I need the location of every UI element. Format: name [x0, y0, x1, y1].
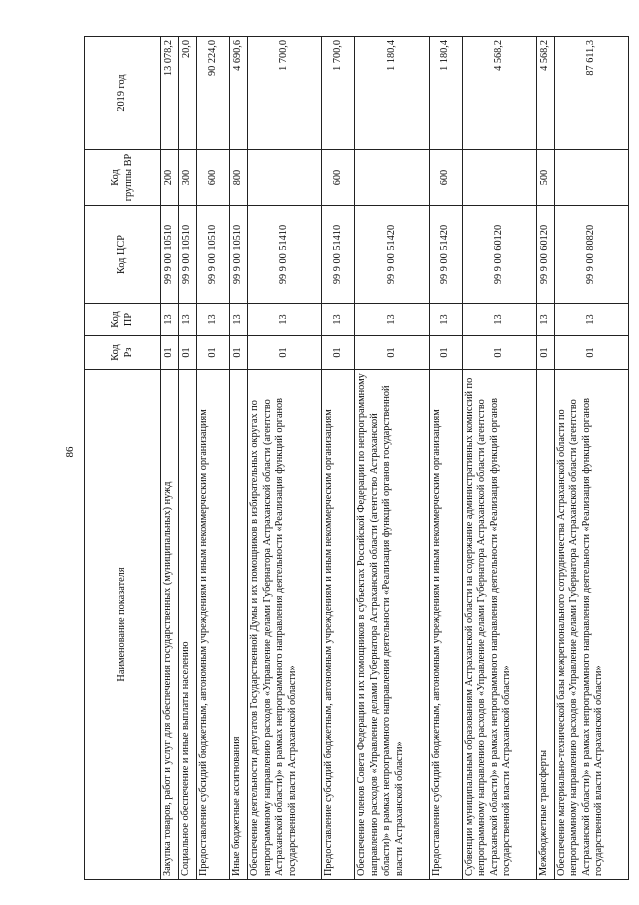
table-container: [84, 37, 629, 880]
row-value: 1 700,0: [322, 37, 355, 150]
row-csr: 99 9 00 80820: [554, 206, 628, 304]
row-vr: 600: [429, 150, 462, 206]
header-year: 2019 год: [85, 37, 161, 150]
row-csr: 99 9 00 51410: [248, 206, 322, 304]
row-vr: [248, 150, 322, 206]
row-csr: 99 9 00 51410: [322, 206, 355, 304]
header-csr: Код ЦСР: [85, 206, 161, 304]
table-row: [462, 37, 536, 880]
header-pr: Код ПР: [85, 304, 161, 336]
row-pr: 13: [536, 304, 554, 336]
row-vr: [355, 150, 429, 206]
row-name: Иные бюджетные ассигнования: [230, 370, 248, 880]
row-name: Межбюджетные трансферты: [536, 370, 554, 880]
table-row: [179, 37, 197, 880]
row-name: Субвенции муниципальным образованиям Астраханской области на содержание административных комиссий по непрограммному направлению расходов «Управление делами Губернатора Астраханской области (агентство Астраханской области)» в рамках непрограммного направления деятельности «Реализация функций органов государственной власти Астраханской области»: [462, 370, 536, 880]
row-value: 1 180,4: [429, 37, 462, 150]
row-rz: 01: [230, 336, 248, 370]
row-name: Предоставление субсидий бюджетным, автономным учреждениям и иным некоммерческим организациям: [197, 370, 230, 880]
budget-table: [84, 36, 629, 880]
row-rz: 01: [536, 336, 554, 370]
row-pr: 13: [355, 304, 429, 336]
table-row: [197, 37, 230, 880]
row-name: Обеспечение материально-технической базы межрегионального сотрудничества Астраханской области по непрограммному направлению расходов «Управление делами Губернатора Астраханской области (агентство Астраханской области)» в рамках непрограммного направления деятельности «Реализация функций органов государственной власти Астраханской области»: [554, 370, 628, 880]
row-name: Социальное обеспечение и иные выплаты населению: [179, 370, 197, 880]
table-row: [161, 37, 179, 880]
row-pr: 13: [161, 304, 179, 336]
row-pr: 13: [429, 304, 462, 336]
row-vr: [554, 150, 628, 206]
row-value: 87 611,3: [554, 37, 628, 150]
row-pr: 13: [248, 304, 322, 336]
row-value: 4 568,2: [536, 37, 554, 150]
table-row: [248, 37, 322, 880]
row-csr: 99 9 00 51420: [355, 206, 429, 304]
row-name: Предоставление субсидий бюджетным, автономным учреждениям и иным некоммерческим организациям: [429, 370, 462, 880]
table-row: [536, 37, 554, 880]
row-vr: 300: [179, 150, 197, 206]
row-name: Обеспечение деятельности депутатов Государственной Думы и их помощников в избирательных округах по непрограммному направлению расходов «Управление делами Губернатора Астраханской области (агентство Астраханской области)» в рамках непрограммного направления деятельности «Реализация функций органов государственной власти Астраханской области»: [248, 370, 322, 880]
row-value: 13 078,2: [161, 37, 179, 150]
row-vr: 600: [322, 150, 355, 206]
row-name: Предоставление субсидий бюджетным, автономным учреждениям и иным некоммерческим организациям: [322, 370, 355, 880]
row-vr: 200: [161, 150, 179, 206]
row-value: 1 700,0: [248, 37, 322, 150]
row-name: Обеспечение членов Совета Федерации и их помощников в субъектах Российской Федерации по непрограммному направлению расходов «Управление делами Губернатора Астраханской области (агентство Астраханской области)» в рамках непрограммного направления деятельности «Реализация функций органов государственной власти Астраханской области»: [355, 370, 429, 880]
table-row: [230, 37, 248, 880]
row-rz: 01: [429, 336, 462, 370]
row-csr: 99 9 00 10510: [230, 206, 248, 304]
row-rz: 01: [197, 336, 230, 370]
row-csr: 99 9 00 10510: [179, 206, 197, 304]
row-rz: 01: [322, 336, 355, 370]
row-vr: [462, 150, 536, 206]
table-row: [355, 37, 429, 880]
table-row: [554, 37, 628, 880]
row-rz: 01: [161, 336, 179, 370]
header-rz: Код Рз: [85, 336, 161, 370]
row-rz: 01: [462, 336, 536, 370]
header-vr: Код группы ВР: [85, 150, 161, 206]
row-csr: 99 9 00 51420: [429, 206, 462, 304]
table-row: [429, 37, 462, 880]
row-value: 1 180,4: [355, 37, 429, 150]
header-name: Наименование показателя: [85, 370, 161, 880]
row-pr: 13: [179, 304, 197, 336]
row-csr: 99 9 00 10510: [197, 206, 230, 304]
row-csr: 99 9 00 10510: [161, 206, 179, 304]
row-csr: 99 9 00 60120: [462, 206, 536, 304]
row-pr: 13: [554, 304, 628, 336]
row-rz: 01: [355, 336, 429, 370]
row-vr: 500: [536, 150, 554, 206]
row-rz: 01: [554, 336, 628, 370]
row-vr: 800: [230, 150, 248, 206]
row-rz: 01: [248, 336, 322, 370]
row-rz: 01: [179, 336, 197, 370]
row-value: 4 690,6: [230, 37, 248, 150]
header-row: [85, 37, 161, 880]
row-vr: 600: [197, 150, 230, 206]
row-value: 90 224,0: [197, 37, 230, 150]
row-pr: 13: [230, 304, 248, 336]
row-pr: 13: [462, 304, 536, 336]
row-value: 20,0: [179, 37, 197, 150]
row-value: 4 568,2: [462, 37, 536, 150]
page-number: 86: [64, 446, 76, 458]
table-row: [322, 37, 355, 880]
row-pr: 13: [197, 304, 230, 336]
row-csr: 99 9 00 60120: [536, 206, 554, 304]
row-pr: 13: [322, 304, 355, 336]
row-name: Закупка товаров, работ и услуг для обеспечения государственных (муниципальных) нужд: [161, 370, 179, 880]
